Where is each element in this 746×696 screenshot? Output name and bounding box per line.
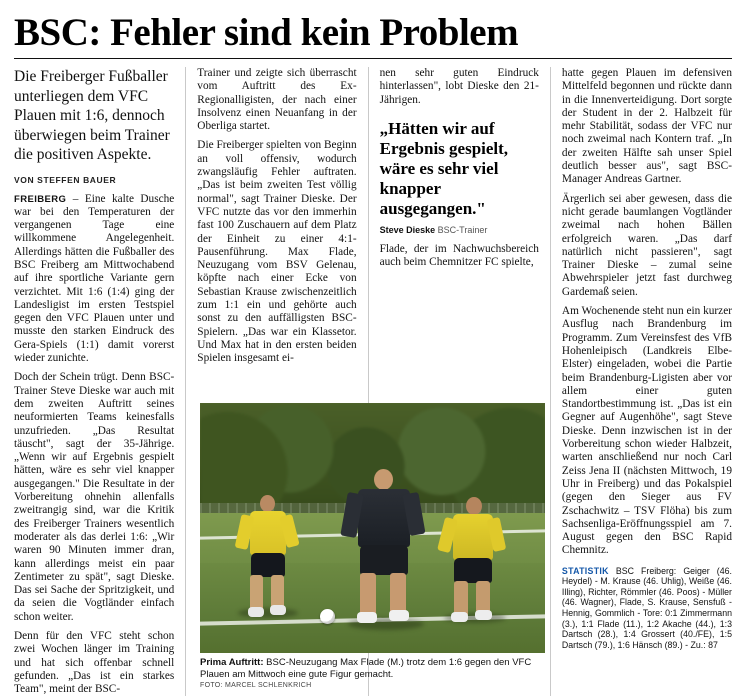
page-title: BSC: Fehler sind kein Problem [14, 11, 519, 54]
column-4 [550, 67, 732, 696]
quote-role: BSC-Trainer [435, 224, 488, 235]
photo-caption [200, 657, 545, 680]
statistics-label: STATISTIK [561, 565, 609, 576]
paragraph: nen sehr guten Eindruck hinterlassen", lobt Dieske den 21-Jährigen. [379, 67, 539, 106]
photo-caption-lead: Prima Auftritt: [200, 657, 264, 668]
photo-player-head [466, 497, 482, 515]
photo-player-boot [248, 607, 264, 617]
column-1 [14, 67, 185, 696]
photo-player-boot [475, 610, 492, 620]
statistics-text: BSC Freiberg: Geiger (46. Heydel) - M. Krause (46. Uhlig), Weiße (46. Illing), Richter, Römmler (46. Poos) - Müller (46. Wagner), Flade, S. Krause, Sensfuß - Hennig, Gommlich - Tore: 0:1 Zimmermann (3.), 1:1 Flade (11.), 1:2 Akache (44.), 1:3 Dartsch (28.), 1:4 Grossert (40./FE), 1:5 Dartsch (79.), 1:6 Hänsch (89.) - Zu.: 87 [561, 565, 732, 650]
photo-player-shorts [360, 545, 408, 575]
photo-player-head [260, 495, 275, 512]
photo-player-shorts [251, 553, 285, 577]
paragraph [14, 193, 174, 366]
photo-player-head [374, 469, 393, 490]
pull-quote-attribution [380, 225, 539, 235]
photo-credit: FOTO: MARCEL SCHLENKRICH [200, 682, 312, 689]
photo-football [320, 609, 335, 624]
photo-player-leg [390, 573, 406, 615]
paragraph: Ärgerlich sei aber gewesen, dass die nicht gerade baumlangen Vogtländer zweimal nach hohen Bällen erfolgreich waren. „Das darf natürlich nicht passieren", sagt Trainer Dieske – zumal seine Abwehrspieler jetzt fast durchweg Gardemaß seien. [561, 192, 732, 298]
article-photo [200, 403, 545, 653]
photo-player-boot [270, 605, 286, 615]
paragraph: Trainer und zeigte sich überrascht vom Auftritt des Ex-Regionalligisten, der nach einer Insolvenz einen Neuanfang in der Oberliga startet. [197, 67, 357, 133]
paragraph-text: – Eine kalte Dusche war bei den Temperaturen der vergangenen Tage eine willkommene Angelegenheit. Allerdings hätten die Fußballer des BSC Freiberg am Mittwochabend auf ihre sportliche Variante gern verzichtet. Mit 1:6 (1:4) ging der Landesligist im ersten Testspiel gegen den VFC Plauen unter und musste den starken Eindruck des Gera-Spiels (1:1) damit vorerst wieder zunichte. [14, 192, 175, 365]
quote-author: Steve Dieske [379, 224, 436, 235]
photo-player-leg [360, 573, 376, 617]
paragraph: Denn für den VFC steht schon zwei Wochen länger im Training und hat sich offenbar schnell gefunden. „Das ist ein starkes Team", meint der BSC- [14, 630, 175, 696]
photo-player-yellow-right [440, 497, 514, 619]
photo-player-boot [357, 612, 377, 623]
match-statistics [562, 566, 732, 651]
lead-paragraph: Die Freiberger Fußballer unterliegen dem VFC Plauen mit 1:6, dennoch überwiegen beim Trainer die positiven Aspekte. [14, 68, 170, 163]
photo-caption-text: BSC-Neuzugang Max Flade (M.) trotz dem 1:6 gegen den VFC Plauen am Mittwoch eine gute Figur gemacht. [200, 657, 532, 680]
article-figure [200, 403, 545, 689]
paragraph: Am Wochenende steht nun ein kurzer Ausflug nach Brandenburg im Programm. Zum Vereinsfest des VfB Hohenleipisch (Landkreis Elbe-Elster) eingeladen, wobei die Partie beim Brandenburg-Ligisten aber vor allem einer guten Standortbestimmung ist. „Das ist ein Gegner auf Augenhöhe", sagt Steve Dieske. Denn inzwischen ist in der Vorbereitung schon wieder Halbzeit, warten anschließend nur noch Carl Zeiss Jena II (nächsten Mittwoch, 19 Uhr in Freiberg) und das Pokalspiel (gegen den Sieger aus FV Zschachwitz – TSV Flöha) bis zum Sachsenliga-Eröffnungsspiel am 7. August gegen den BSC Rapid Chemnitz. [561, 305, 732, 557]
photo-player-yellow-left [236, 495, 306, 615]
photo-player-center [344, 469, 430, 621]
photo-player-boot [451, 612, 468, 622]
newspaper-page [0, 11, 746, 696]
pull-quote: „Hätten wir auf Ergebnis gespielt, wäre es sehr viel knapper ausgegangen." [379, 118, 509, 218]
byline: VON STEFFEN BAUER [14, 174, 117, 185]
photo-player-boot [389, 610, 409, 621]
paragraph: Doch der Schein trügt. Denn BSC-Trainer Steve Dieske war auch mit dem zweiten Auftritt seines neuformierten Teams keinesfalls unzufrieden. „Das Resultat täuscht", sagt der 35-Jährige. „Wenn wir auf Ergebnis gespielt hätten, wäre es sehr viel knapper ausgegangen." Die Resultate in der Vorbereitung ohnehin allenfalls zweitrangig sind, war die Kritik des Freiberger Trainers wesentlich moderater als das derlei 1:6: „Wir waren 90 Minuten immer dran, kann allerdings meist ein paar Zentimeter zu spät", sagt Dieske. Das sei Sache der Spritzigkeit, und da seien die Vogtländer einfach schon weiter. [14, 371, 175, 623]
dateline: FREIBERG [14, 193, 67, 205]
title-divider [14, 58, 732, 59]
paragraph: Die Freiberger spielten von Beginn an voll offensiv, wodurch zwangsläufig Fehler auftraten. „Das ist beim zweiten Test völlig normal", sagt Trainer Dieske. Der VFC nutzte das vor den immerhin fast 100 Zuschauern auf dem Platz der Einheit zu einer 4:1-Pausenführung. Max Flade, Neuzugang vom BSV Gelenau, köpfte nach einer Ecke von Sebastian Krause zwischenzeitlich zum 1:1 ein und gehörte auch sonst zu den auffälligsten BSC-Spielern. „Das war ein Klassetor. Und Max hat in den ersten beiden Spielen insgesamt ei- [197, 139, 357, 365]
paragraph: Flade, der im Nachwuchsbereich auch beim Chemnitzer FC spielte, [379, 242, 539, 269]
photo-player-shorts [454, 558, 492, 583]
paragraph: hatte gegen Plauen im defensiven Mittelfeld begonnen und rückte dann in die Innenverteidigung. Dort sorgte der Student in der 2. Halbzeit für mehr Stabilität, sodass der VFC nur noch zweimal nach Kontern traf. „In der zweiten Hälfte sah unser Spiel deutlich besser aus", sagt BSC-Manager Andreas Gartner. [561, 67, 732, 186]
